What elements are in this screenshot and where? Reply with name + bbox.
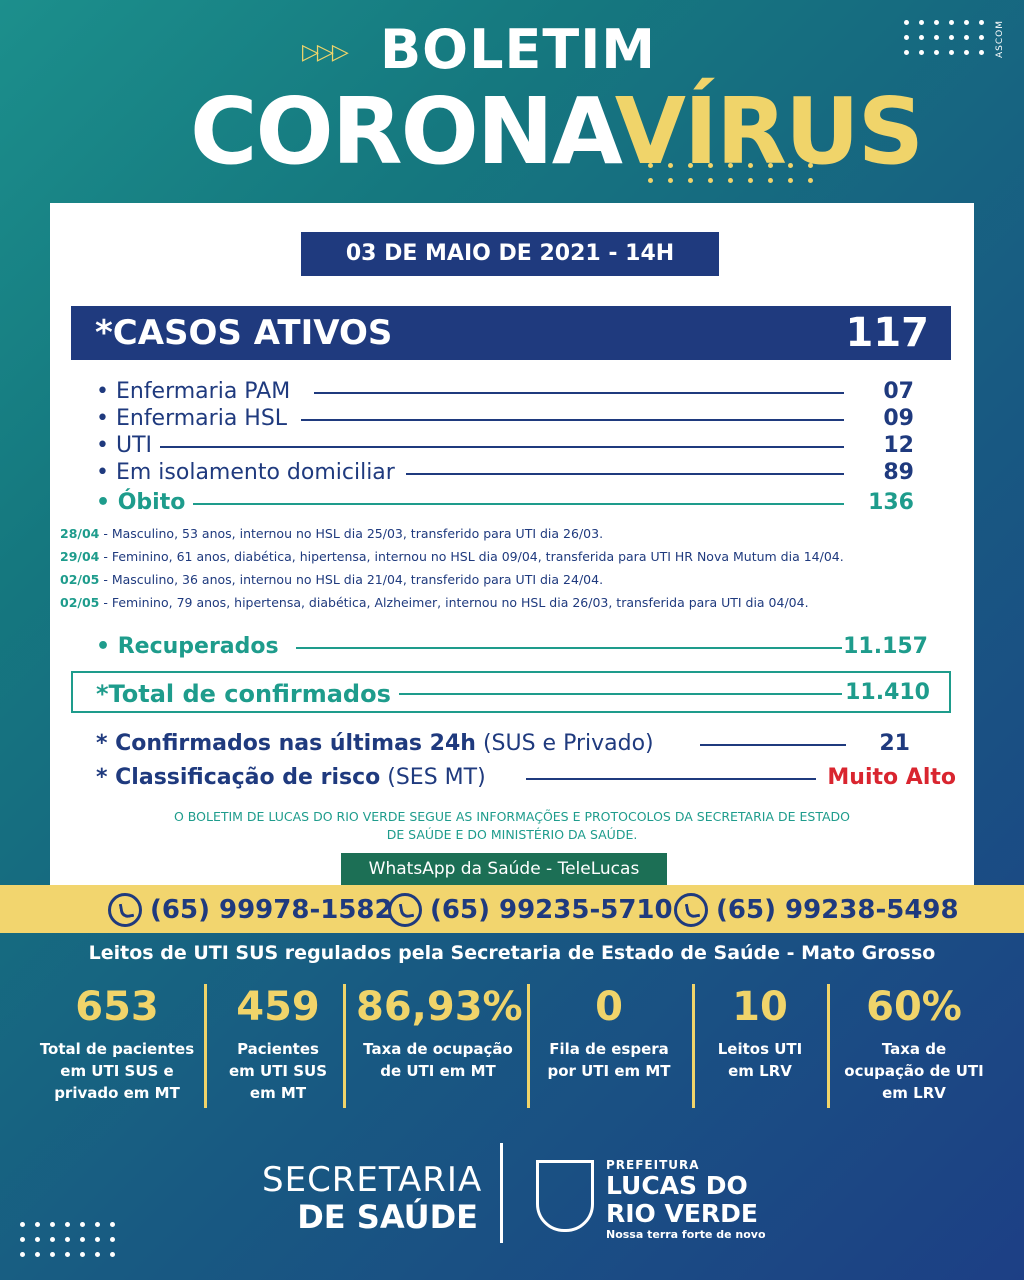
death-date: 02/05 [60,572,100,587]
stat-taxa-mt [356,984,523,1082]
row-total-confirmados [96,680,930,708]
row-enfermaria-pam [96,379,926,405]
row-label: • Recuperados [96,634,287,659]
title-coronavirus [190,78,922,185]
city-name-1: LUCAS DO [606,1171,748,1200]
phone-number: (65) 99978-1582 [150,895,393,925]
stat-taxa-lrv [842,984,986,1104]
death-record [60,595,809,610]
footer-divider [500,1143,503,1243]
stat-desc: Taxa de ocupação de UTI em MT [363,1040,513,1080]
stat-pacientes-sus [222,984,334,1104]
row-uti [96,433,926,459]
stat-value: 86,93% [356,984,523,1030]
stat-value: 0 [595,984,623,1030]
row-value: 89 [883,460,914,485]
phone-2[interactable] [388,893,673,927]
stat-value: 60% [866,984,962,1030]
phone-number: (65) 99235-5710 [430,895,673,925]
death-record [60,572,603,587]
arrows-icon: ▷▷▷ [302,40,347,65]
death-text: - Feminino, 79 anos, hipertensa, diabética, Alzheimer, internou no HSL dia 26/03, transferida para UTI dia 04/04. [99,595,809,610]
saude-label: DE SAÚDE [297,1198,478,1236]
row-label: • Óbito [96,490,193,515]
divider [527,984,530,1108]
phone-3[interactable] [674,893,959,927]
title-corona: CORONA [190,78,615,185]
decorative-dots-top [904,20,984,55]
active-cases-value: 117 [845,310,929,356]
active-cases-label: *CASOS ATIVOS [95,313,393,353]
title-boletim: BOLETIM [380,18,657,81]
whatsapp-banner: WhatsApp da Saúde - TeleLucas [341,853,667,885]
phone-number: (65) 99238-5498 [716,895,959,925]
stat-desc: Leitos UTI em LRV [717,1040,803,1080]
secretaria-label: SECRETARIA [262,1160,483,1200]
date-banner: 03 DE MAIO DE 2021 - 14H [301,232,719,276]
row-isolamento [96,460,926,486]
row-obito [96,490,926,516]
death-record [60,526,603,541]
stat-leitos-lrv [708,984,812,1082]
whatsapp-icon [388,893,422,927]
stat-value: 459 [236,984,320,1030]
death-date: 29/04 [60,549,100,564]
death-text: - Masculino, 53 anos, internou no HSL dia 25/03, transferido para UTI dia 26/03. [99,526,604,541]
city-crest-icon [536,1160,594,1232]
row-label: • Enfermaria PAM [96,379,298,404]
decorative-dots-bottom [20,1222,115,1257]
prefeitura-label: PREFEITURA [606,1158,700,1172]
row-recuperados [96,634,926,660]
stat-value: 10 [732,984,788,1030]
row-label: * Confirmados nas últimas 24h [96,731,476,756]
death-text: - Feminino, 61 anos, diabética, hipertensa, internou no HSL dia 09/04, transferida para UTI HR Nova Mutum dia 14/04. [99,549,844,564]
stat-desc: Pacientes em UTI SUS em MT [228,1040,328,1102]
title-virus: VÍRUS [614,78,922,185]
active-cases-banner [71,306,951,360]
row-label-suffix: (SES MT) [380,765,486,790]
row-value: 07 [883,379,914,404]
death-date: 02/05 [60,595,100,610]
row-value: 11.157 [843,634,928,659]
stat-desc: Fila de espera por UTI em MT [547,1040,671,1080]
row-value: 136 [868,490,914,515]
row-value: 09 [883,406,914,431]
row-ultimas-24h [96,731,926,757]
divider [343,984,346,1108]
death-date: 28/04 [60,526,100,541]
city-name-2: RIO VERDE [606,1199,759,1228]
row-value: 21 [879,731,910,756]
whatsapp-icon [674,893,708,927]
divider [692,984,695,1108]
death-record [60,549,844,564]
row-label: • Em isolamento domiciliar [96,460,403,485]
protocol-note: O BOLETIM DE LUCAS DO RIO VERDE SEGUE AS INFORMAÇÕES E PROTOCOLOS DA SECRETARIA DE ESTADO DE SAÚDE E DO MINISTÉRIO DA SAÚDE. [173,809,851,842]
divider [204,984,207,1108]
row-label-suffix: (SUS e Privado) [475,731,654,756]
ascom-label: ASCOM [995,20,1005,59]
stat-total-pacientes [36,984,198,1104]
whatsapp-icon [108,893,142,927]
row-label: * Classificação de risco [96,765,381,790]
stat-value: 653 [75,984,159,1030]
row-enfermaria-hsl [96,406,926,432]
icu-title: Leitos de UTI SUS regulados pela Secretaria de Estado de Saúde - Mato Grosso [88,942,936,964]
row-label: *Total de confirmados [96,680,399,708]
death-text: - Masculino, 36 anos, internou no HSL dia 21/04, transferido para UTI dia 24/04. [99,572,604,587]
row-label: • Enfermaria HSL [96,406,295,431]
stat-desc: Taxa de ocupação de UTI em LRV [844,1040,984,1102]
row-value: 11.410 [845,680,930,705]
row-classificacao-risco [96,765,956,791]
stat-desc: Total de pacientes em UTI SUS e privado em MT [39,1040,195,1102]
row-label: • UTI [96,433,160,458]
row-value: 12 [883,433,914,458]
risk-value: Muito Alto [827,765,956,790]
phone-1[interactable] [108,893,393,927]
prefeitura-logo [606,1158,766,1241]
divider [827,984,830,1108]
stat-fila [544,984,674,1082]
city-slogan: Nossa terra forte de novo [606,1228,766,1241]
